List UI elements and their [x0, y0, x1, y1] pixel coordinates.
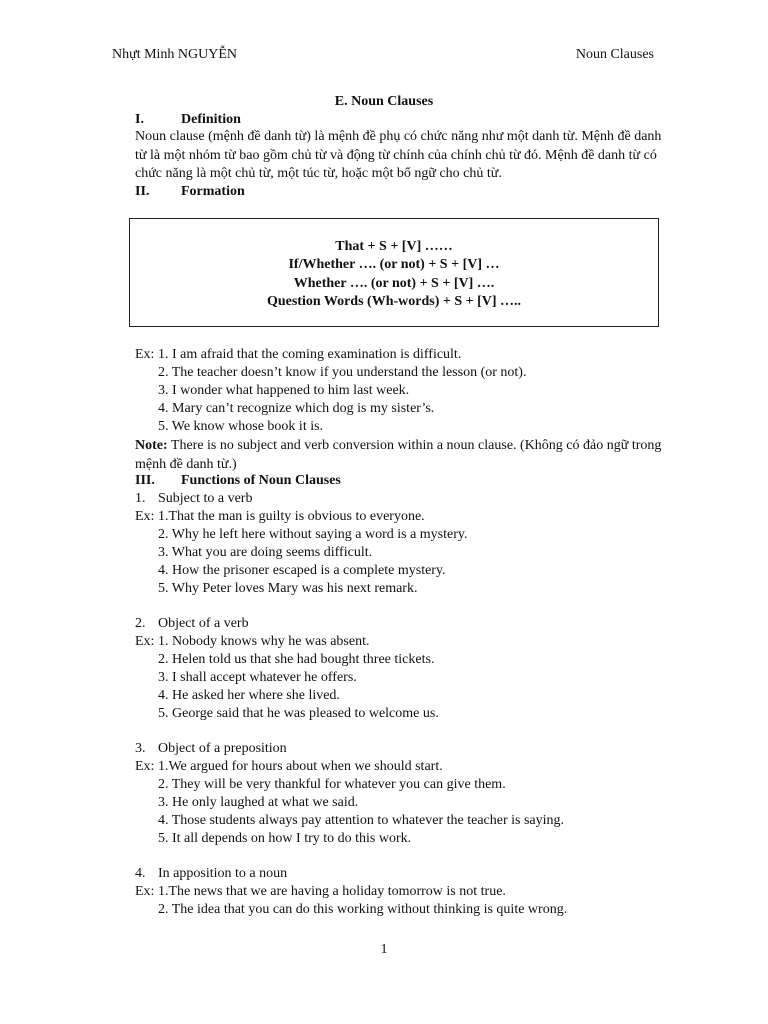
- formula-line: That + S + [V] ……: [335, 239, 453, 254]
- example-line: 5. Why Peter loves Mary was his next remark.: [158, 581, 418, 596]
- example-line: Ex: 1. I am afraid that the coming examination is difficult.: [135, 347, 462, 362]
- example-line: 2. Why he left here without saying a word is a mystery.: [158, 527, 468, 542]
- section-label: Definition: [181, 112, 241, 127]
- formula-line: Whether …. (or not) + S + [V] ….: [293, 275, 495, 291]
- page-title: E. Noun Clauses: [334, 94, 434, 109]
- section-label: Functions of Noun Clauses: [181, 473, 341, 488]
- header-topic: Noun Clauses: [575, 47, 654, 62]
- function-label: Object of a verb: [158, 616, 249, 631]
- formula-line: If/Whether …. (or not) + S + [V] …: [288, 257, 500, 273]
- header-author: Nhựt Minh NGUYỄN: [112, 47, 238, 62]
- note-label: Note:: [135, 438, 168, 453]
- example-line: Ex: 1. Nobody knows why he was absent.: [135, 634, 370, 649]
- section-number: III.: [135, 473, 155, 488]
- section-label: Formation: [181, 184, 245, 199]
- function-number: 3.: [135, 741, 146, 756]
- function-heading: [135, 491, 252, 507]
- function-label: In apposition to a noun: [158, 866, 288, 881]
- example-line: 3. He only laughed at what we said.: [158, 795, 359, 810]
- section-number: II.: [135, 184, 150, 199]
- section-formation-heading: [135, 184, 245, 200]
- section-definition-heading: [135, 112, 241, 128]
- formula-line: Question Words (Wh-words) + S + [V] …..: [266, 293, 522, 309]
- example-line: 3. What you are doing seems difficult.: [158, 545, 373, 560]
- function-label: Subject to a verb: [158, 491, 253, 506]
- function-heading: [135, 616, 249, 632]
- note-text: There is no subject and verb conversion within a noun clause. (Không có đảo ngữ trong mệnh đề danh từ.): [135, 438, 662, 472]
- example-line: Ex: 1.The news that we are having a holiday tomorrow is not true.: [135, 884, 506, 899]
- example-line: 3. I wonder what happened to him last week.: [158, 383, 410, 398]
- example-line: 5. We know whose book it is.: [158, 419, 324, 434]
- note-paragraph: [135, 437, 665, 474]
- page-number: 1: [380, 942, 388, 957]
- function-heading: [135, 866, 287, 882]
- example-line: 2. Helen told us that she had bought three tickets.: [158, 652, 435, 667]
- section-functions-heading: [135, 473, 341, 489]
- example-line: 2. They will be very thankful for whatever you can give them.: [158, 777, 506, 792]
- formula-box: [129, 218, 659, 327]
- example-line: 4. Those students always pay attention to whatever the teacher is saying.: [158, 813, 565, 828]
- example-line: 5. It all depends on how I try to do this work.: [158, 831, 412, 846]
- function-number: 4.: [135, 866, 146, 881]
- section-number: I.: [135, 112, 144, 127]
- example-line: 2. The teacher doesn’t know if you understand the lesson (or not).: [158, 365, 527, 380]
- example-line: 4. Mary can’t recognize which dog is my sister’s.: [158, 401, 435, 416]
- example-line: 5. George said that he was pleased to welcome us.: [158, 706, 439, 721]
- example-line: 2. The idea that you can do this working without thinking is quite wrong.: [158, 902, 568, 917]
- function-heading: [135, 741, 287, 757]
- example-line: 3. I shall accept whatever he offers.: [158, 670, 357, 685]
- function-number: 1.: [135, 491, 146, 506]
- example-line: 4. How the prisoner escaped is a complete mystery.: [158, 563, 446, 578]
- function-label: Object of a preposition: [158, 741, 287, 756]
- definition-paragraph: Noun clause (mệnh đề danh từ) là mệnh đề phụ có chức năng như một danh từ. Mệnh đề danh từ là một nhóm từ bao gồm chủ từ và động từ chính của chính chủ từ đó. Mệnh đề danh từ có chức năng là một chủ từ, một túc từ, hoặc một bổ ngữ cho chủ từ.: [135, 129, 662, 181]
- example-line: Ex: 1.We argued for hours about when we should start.: [135, 759, 443, 774]
- function-number: 2.: [135, 616, 146, 631]
- example-line: Ex: 1.That the man is guilty is obvious to everyone.: [135, 509, 425, 524]
- example-line: 4. He asked her where she lived.: [158, 688, 340, 703]
